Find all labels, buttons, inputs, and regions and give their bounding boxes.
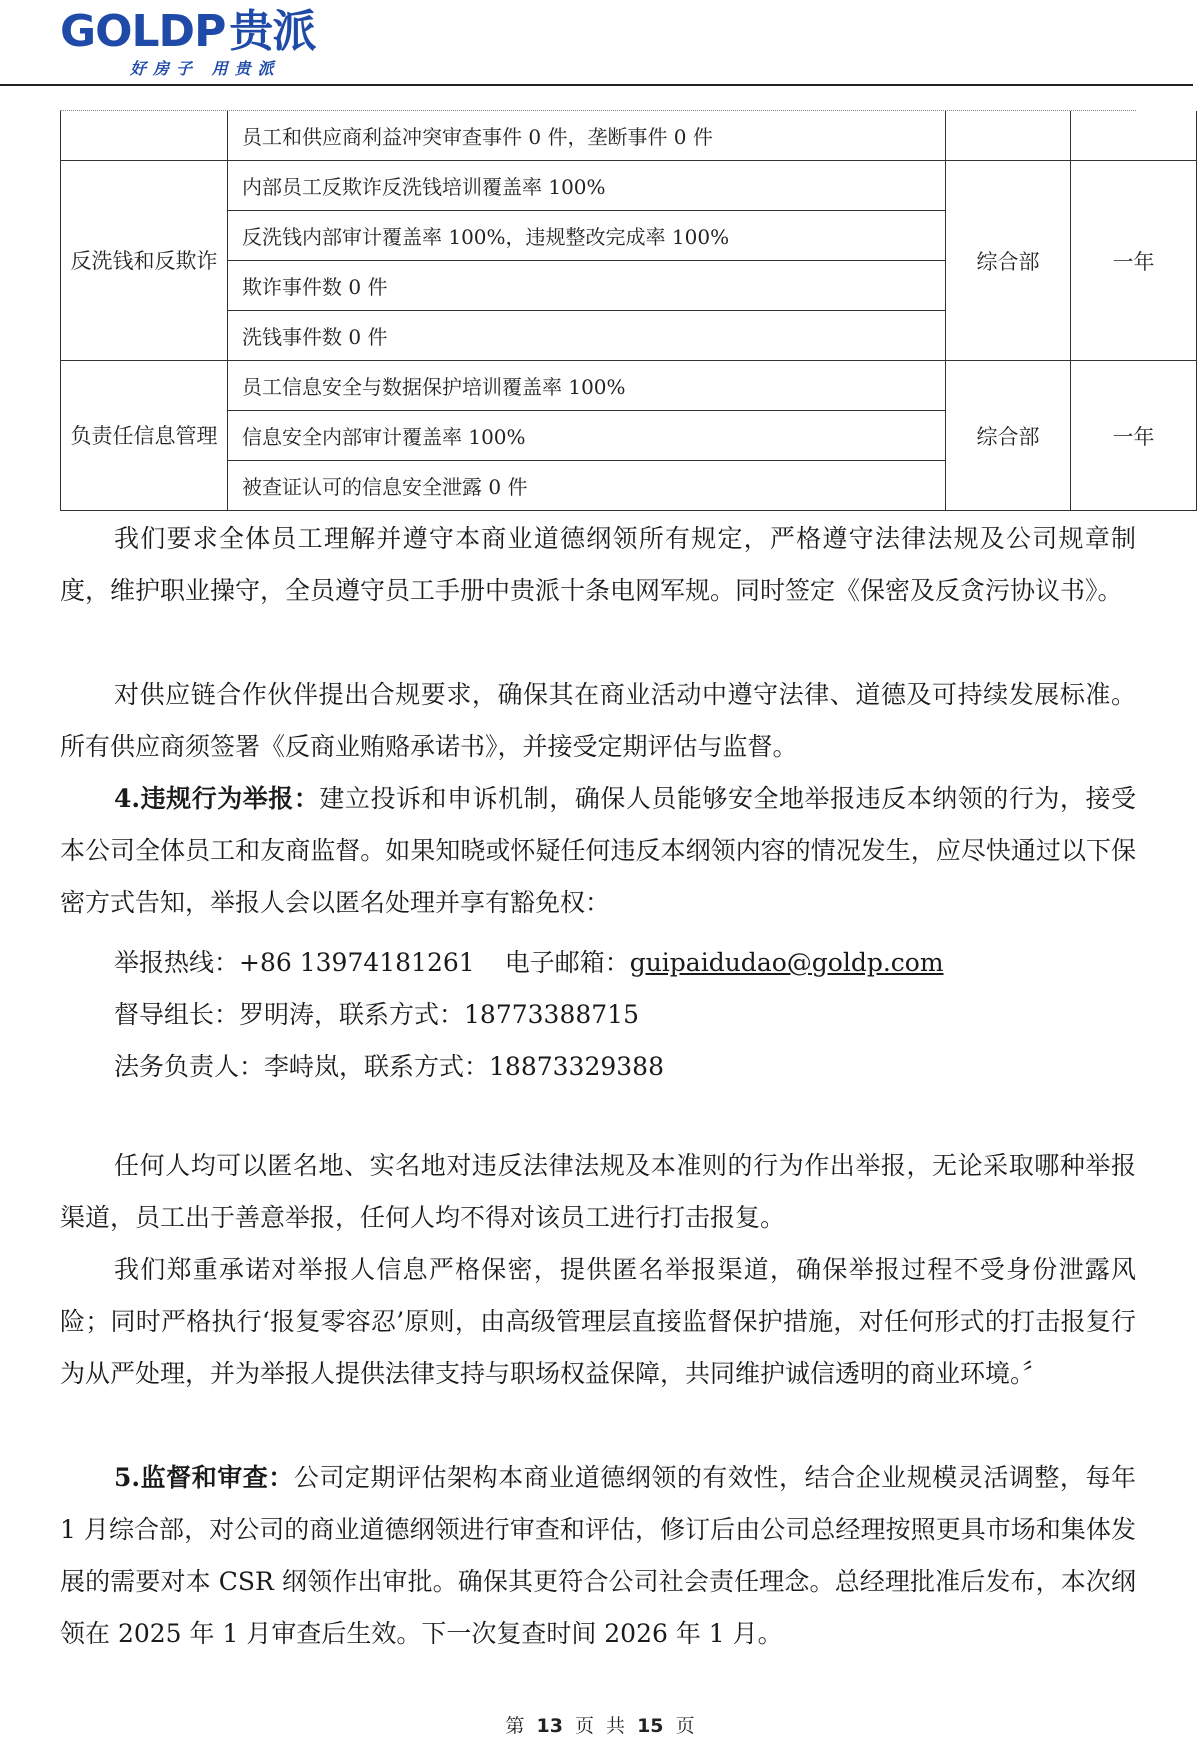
table-row — [61, 361, 1197, 411]
review-text: 公司定期评估架构本商业道德纲领的有效性，结合企业规模灵活调整，每年 1 月综合部，对公司的商业道德纲领进行审查和评估，修订后由公司总经理按照更具市场和集体发展的需要对本 CSR 纲领作出审批。确保其更符合公司社会责任理念。总经理批准后发布，本次纲领在 2025 年 1 月审查后生效。下一次复查时间 2026 年 1 月。 — [60, 1463, 1136, 1648]
footer-middle: 页 共 — [574, 1715, 626, 1737]
period-cell: 一年 — [1071, 161, 1197, 361]
footer-prefix: 第 — [505, 1715, 525, 1737]
total-pages: 15 — [637, 1715, 664, 1737]
department-cell: 综合部 — [946, 361, 1071, 511]
table-cell — [1071, 111, 1197, 161]
paragraph-whistleblower-protection: 我们郑重承诺对举报人信息严格保密，提供匿名举报渠道，确保举报过程不受身份泄露风险；同时严格执行‘报复零容忍’原则，由高级管理层直接监督保护措施，对任何形式的打击报复行为从严处理，并为举报人提供法律支持与职场权益保障，共同维护诚信透明的商业环境。〞 — [60, 1255, 1136, 1388]
table-cell — [946, 111, 1071, 161]
category-cell: 反洗钱和反欺诈 — [61, 161, 228, 361]
legal-label: 法务负责人： — [114, 1052, 265, 1081]
section-heading-reporting: 4.违规行为举报： — [114, 784, 320, 813]
table-row — [61, 111, 1197, 161]
table-cell — [61, 111, 228, 161]
page-footer — [0, 1711, 1200, 1738]
indicator-cell: 员工和供应商利益冲突审查事件 0 件，垄断事件 0 件 — [228, 111, 946, 161]
indicator-cell: 员工信息安全与数据保护培训覆盖率 100% — [228, 361, 946, 411]
logo-chinese-text: 贵派 — [229, 6, 316, 57]
paragraph-supervision-review — [60, 1452, 1136, 1660]
company-logo — [60, 6, 315, 58]
indicator-cell: 反洗钱内部审计覆盖率 100%，违规整改完成率 100% — [228, 211, 946, 261]
supervisor-line — [114, 995, 639, 1031]
paragraph-reporting — [60, 773, 1136, 929]
indicator-cell: 被查证认可的信息安全泄露 0 件 — [228, 461, 946, 511]
reporting-text: 建立投诉和申诉机制，确保人员能够安全地举报违反本纳领的行为，接受本公司全体员工和友商监督。如果知晓或怀疑任何违反本纲领内容的情况发生，应尽快通过以下保密方式告知，举报人会以匿名处理并享有豁免权： — [60, 784, 1136, 917]
paragraph-employee-compliance: 我们要求全体员工理解并遵守本商业道德纲领所有规定，严格遵守法律法规及公司规章制度，维护职业操守，全员遵守员工手册中贵派十条电网军规。同时签定《保密及反贪污协议书》。 — [60, 524, 1136, 605]
compliance-targets-table — [60, 111, 1197, 511]
hotline-label: 举报热线： — [114, 948, 240, 977]
page-header — [0, 0, 1200, 86]
legal-contact-line — [114, 1047, 664, 1083]
indicator-cell: 欺诈事件数 0 件 — [228, 261, 946, 311]
email-link[interactable]: guipaidudao@goldp.com — [629, 948, 944, 977]
legal-contact: 李峙岚，联系方式：18873329388 — [264, 1052, 664, 1081]
hotline-line — [114, 943, 944, 979]
indicator-cell: 洗钱事件数 0 件 — [228, 311, 946, 361]
department-cell: 综合部 — [946, 161, 1071, 361]
supervisor-contact: 罗明涛，联系方式：18773388715 — [239, 1000, 639, 1029]
category-cell: 负责任信息管理 — [61, 361, 228, 511]
page-number: 13 — [536, 1715, 563, 1737]
logo-slogan: 好房子 用贵派 — [130, 59, 281, 78]
paragraph-supplier-compliance: 对供应链合作伙伴提出合规要求，确保其在商业活动中遵守法律、道德及可持续发展标准。所有供应商须签署《反商业贿赂承诺书》，并接受定期评估与监督。 — [60, 680, 1136, 761]
paragraph-anonymous-reporting: 任何人均可以匿名地、实名地对违反法律法规及本准则的行为作出举报，无论采取哪种举报渠道，员工出于善意举报，任何人均不得对该员工进行打击报复。 — [60, 1151, 1136, 1232]
supervisor-label: 督导组长： — [114, 1000, 240, 1029]
indicator-cell: 内部员工反欺诈反洗钱培训覆盖率 100% — [228, 161, 946, 211]
period-cell: 一年 — [1071, 361, 1197, 511]
section-heading-review: 5.监督和审查： — [114, 1463, 294, 1492]
table-row — [61, 161, 1197, 211]
email-label: 电子邮箱： — [504, 948, 630, 977]
hotline-number: +86 13974181261 — [239, 948, 475, 977]
header-divider — [0, 84, 1193, 86]
logo-latin-text: GOLDP — [60, 6, 226, 57]
indicator-cell: 信息安全内部审计覆盖率 100% — [228, 411, 946, 461]
footer-suffix: 页 — [675, 1715, 695, 1737]
